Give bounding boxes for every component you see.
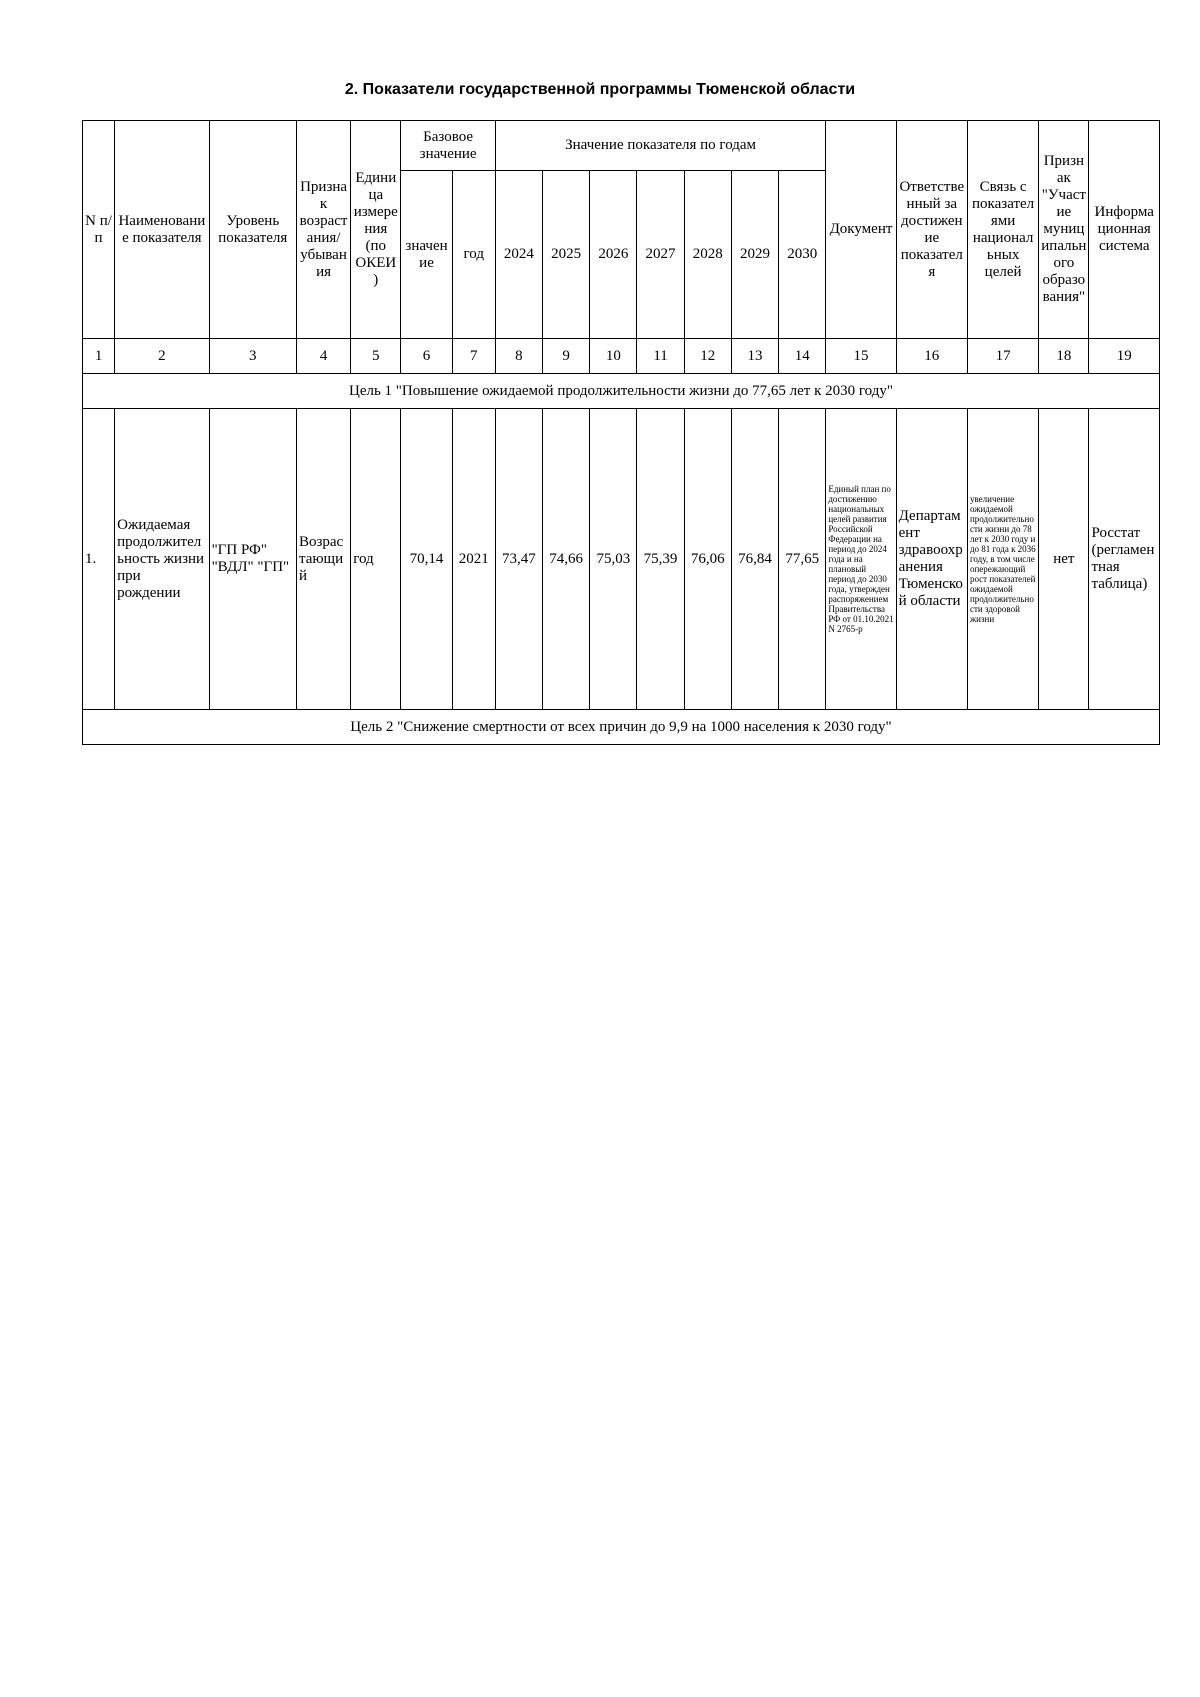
column-number: 1 [83, 339, 115, 374]
column-number: 3 [209, 339, 296, 374]
column-number: 10 [590, 339, 637, 374]
header-name: Наименование показателя [115, 121, 209, 339]
column-number: 6 [401, 339, 452, 374]
row-info: Росстат (регламентная таблица) [1089, 409, 1160, 710]
column-number: 18 [1039, 339, 1089, 374]
header-sign: Признак возрастания/ убывания [296, 121, 350, 339]
row-link: увеличение ожидаемой продолжительности жизни до 78 лет к 2030 году и до 81 года к 2036 году, в том числе опережающий рост показателей ожидаемой продолжительности здоровой жизни [967, 409, 1038, 710]
row-level: "ГП РФ" "ВДЛ" "ГП" [209, 409, 296, 710]
header-year: 2026 [590, 171, 637, 339]
header-responsible: Ответственный за достижение показателя [896, 121, 967, 339]
row-responsible: Департамент здравоохранения Тюменской области [896, 409, 967, 710]
column-number: 13 [731, 339, 778, 374]
header-year: 2027 [637, 171, 684, 339]
header-year: 2024 [495, 171, 542, 339]
table-row [83, 409, 1160, 710]
column-number: 11 [637, 339, 684, 374]
row-base-year: 2021 [452, 409, 495, 710]
goal-1-row: Цель 1 "Повышение ожидаемой продолжительности жизни до 77,65 лет к 2030 году" [83, 374, 1160, 409]
header-base-year: год [452, 171, 495, 339]
row-sign: Возрастающий [296, 409, 350, 710]
header-by-years: Значение показателя по годам [495, 121, 826, 171]
column-number: 15 [826, 339, 896, 374]
row-municipal: нет [1039, 409, 1089, 710]
row-value-2030: 77,65 [779, 409, 826, 710]
row-base-value: 70,14 [401, 409, 452, 710]
header-document: Документ [826, 121, 896, 339]
header-year: 2030 [779, 171, 826, 339]
column-number: 16 [896, 339, 967, 374]
column-number: 19 [1089, 339, 1160, 374]
header-municipal: Признак "Участие муниципального образования" [1039, 121, 1089, 339]
row-num: 1. [83, 409, 115, 710]
row-value-2029: 76,84 [731, 409, 778, 710]
row-unit: год [351, 409, 401, 710]
row-value-2025: 74,66 [543, 409, 590, 710]
page-title: 2. Показатели государственной программы Тюменской области [344, 81, 856, 98]
column-numbers-row [83, 339, 1160, 374]
header-year: 2025 [543, 171, 590, 339]
column-number: 5 [351, 339, 401, 374]
column-number: 14 [779, 339, 826, 374]
header-num: N п/п [83, 121, 115, 339]
header-unit: Единица измерения (по ОКЕИ) [351, 121, 401, 339]
row-value-2028: 76,06 [684, 409, 731, 710]
column-number: 4 [296, 339, 350, 374]
header-year: 2029 [731, 171, 778, 339]
indicators-table [82, 120, 1160, 745]
header-level: Уровень показателя [209, 121, 296, 339]
column-number: 7 [452, 339, 495, 374]
row-document: Единый план по достижению национальных целей развития Российской Федерации на период до 2024 года и на плановый период до 2030 года, утвержден распоряжением Правительства РФ от 01.10.2021 N 2765-р [826, 409, 896, 710]
header-link: Связь с показателями национальных целей [967, 121, 1038, 339]
row-name: Ожидаемая продолжительность жизни при рождении [115, 409, 209, 710]
column-number: 12 [684, 339, 731, 374]
column-number: 17 [967, 339, 1038, 374]
header-year: 2028 [684, 171, 731, 339]
header-base: Базовое значение [401, 121, 495, 171]
row-value-2024: 73,47 [495, 409, 542, 710]
row-value-2027: 75,39 [637, 409, 684, 710]
column-number: 8 [495, 339, 542, 374]
header-base-value: значение [401, 171, 452, 339]
row-value-2026: 75,03 [590, 409, 637, 710]
column-number: 2 [115, 339, 209, 374]
header-info: Информационная система [1089, 121, 1160, 339]
goal-2-row: Цель 2 "Снижение смертности от всех причин до 9,9 на 1000 населения к 2030 году" [83, 710, 1160, 745]
column-number: 9 [543, 339, 590, 374]
